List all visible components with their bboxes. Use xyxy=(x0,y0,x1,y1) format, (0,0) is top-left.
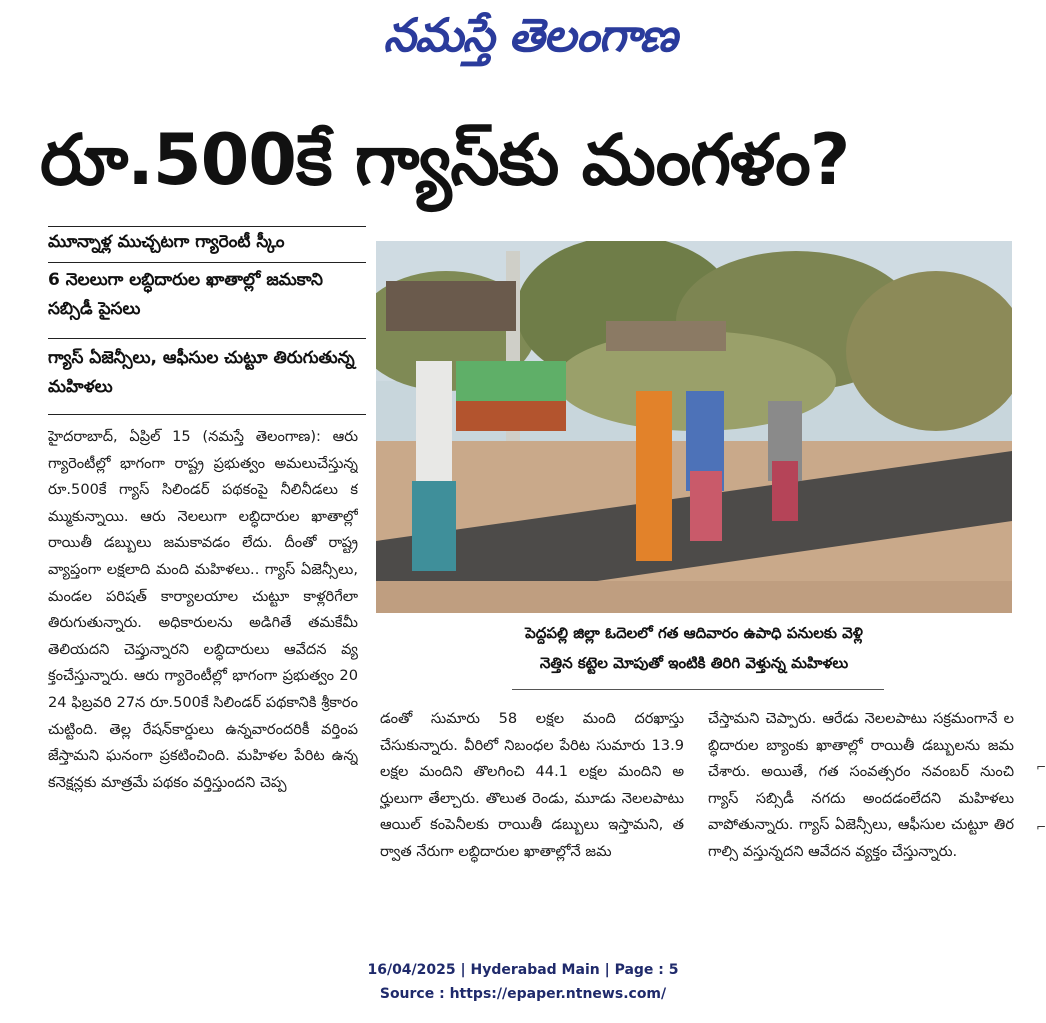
deck-rule xyxy=(48,338,366,339)
deck-rule xyxy=(48,262,366,263)
caption-line-1: పెద్దపల్లి జిల్లా ఓదెలలో గత ఆదివారం ఉపాధి పనులకు వెళ్లి xyxy=(525,624,863,642)
headline: రూ.500కే గ్యాస్‌కు మంగళం? xyxy=(40,119,850,201)
caption-rule xyxy=(512,689,884,690)
article-column-3: చేస్తామని చెప్పారు. ఆరేడు నెలలపాటు సక్రమంగానే లబ్ధిదారుల బ్యాంకు ఖాతాల్లో రాయితీ డబ్బులను జమచేశారు. అయితే, గత సంవత్సరం నవంబర్ నుంచి గ్యాస్ సబ్సిడీ నగదు అందడంలేదని మహిళలు వాపోతున్నారు. గ్యాస్ ఏజెన్సీలు, ఆఫీసుల చుట్టూ తిరగాల్సి వస్తున్నదని ఆవేదన వ్యక్తం చేస్తున్నారు. xyxy=(708,710,1014,860)
footer-date-page: 16/04/2025 | Hyderabad Main | Page : 5 xyxy=(367,962,679,978)
news-photo xyxy=(376,241,1012,613)
edge-fragment: ⌐ xyxy=(1036,760,1046,774)
article-column-1: హైదరాబాద్, ఏప్రిల్ 15 (నమస్తే తెలంగాణ): ఆరు గ్యారెంటీల్లో భాగంగా రాష్ట్ర ప్రభుత్వం అమలుచేస్తున్న రూ.500కే గ్యాస్ సిలిండర్ పథకంపై నీలినీడలు కమ్ముకున్నాయి. ఆరు నెలలుగా లబ్ధిదారుల ఖాతాల్లో రాయితీ డబ్బులు జమకావడం లేదు. దీంతో రాష్ట్రవ్యాప్తంగా లక్షలాది మంది మహిళలు.. గ్యాస్ ఏజెన్సీలు, మండల పరిషత్ కార్యాలయాల చుట్టూ కాళ్లరిగేలా తిరుగుతున్నారు. అధికారులను అడిగితే తమకేమీ తెలియదని చెప్తున్నారని లబ్ధిదారులు ఆవేదన వ్యక్తంచేస్తున్నారు. ఆరు గ్యారెంటీల్లో భాగంగా ప్రభుత్వం 2024 ఫిబ్రవరి 27న రూ.500కే సిలిండర్ పథకానికి శ్రీకారం చుట్టింది. తెల్ల రేషన్‌కార్డులు ఉన్నవారందరికీ వర్తింపజేస్తామని ఘనంగా ప్రకటించింది. మహిళల పేరిట ఉన్న కనెక్షన్లకు మాత్రమే పథకం వర్తిస్తుందని చెప్ప xyxy=(48,428,358,791)
deck-rule xyxy=(48,226,366,227)
edge-fragment: ⌐ xyxy=(1036,820,1046,834)
photo-caption xyxy=(376,618,1012,678)
masthead-logo: నమస్తే తెలంగాణ xyxy=(383,8,677,62)
caption-line-2: నెత్తిన కట్టెల మోపుతో ఇంటికి తిరిగి వెళ్తున్న మహిళలు xyxy=(539,654,849,672)
deck-3: గ్యాస్ ఏజెన్సీలు, ఆఫీసుల చుట్టూ తిరుగుతున్న మహిళలు xyxy=(48,348,355,397)
deck-1: మూన్నాళ్ల ముచ్చటగా గ్యారెంటీ స్కీం xyxy=(48,232,285,252)
footer-source: Source : https://epaper.ntnews.com/ xyxy=(379,986,667,1002)
deck-rule xyxy=(48,414,366,415)
deck-2: 6 నెలలుగా లబ్ధిదారుల ఖాతాల్లో జమకాని సబ్సిడీ పైసలు xyxy=(48,270,323,319)
article-column-2: డంతో సుమారు 58 లక్షల మంది దరఖాస్తు చేసుకున్నారు. వీరిలో నిబంధల పేరిట సుమారు 13.9 లక్షల మందిని తొలగించి 44.1 లక్షల మందిని అర్హులుగా తేల్చారు. తొలుత రెండు, మూడు నెలలపాటు ఆయిల్ కంపెనీలకు రాయితీ డబ్బులు ఇస్తామని, తర్వాత నేరుగా లబ్ధిదారుల ఖాతాల్లోనే జమ xyxy=(380,710,684,860)
